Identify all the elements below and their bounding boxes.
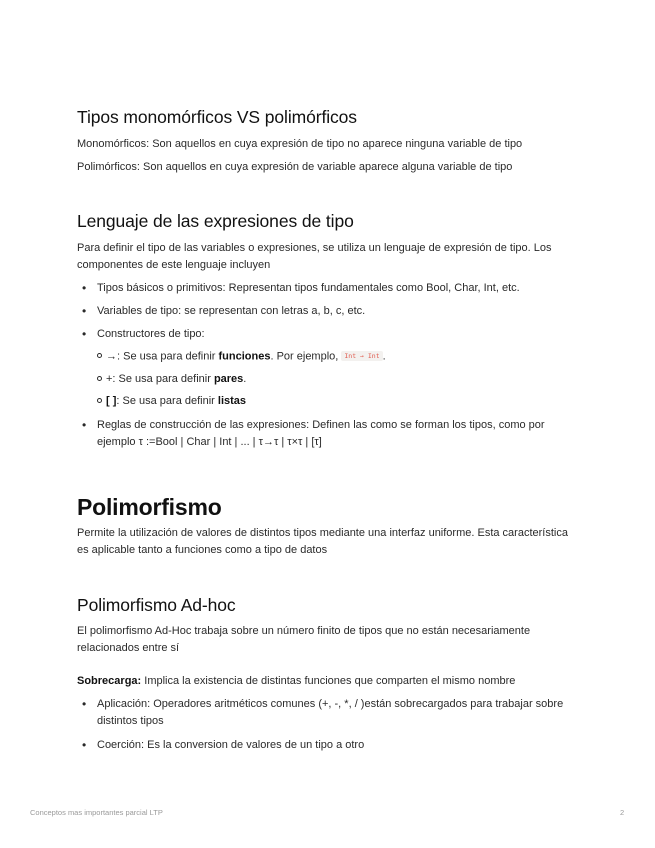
- footer-document-title: Conceptos mas importantes parcial LTP: [30, 808, 163, 817]
- section-title-adhoc: Polimorfismo Ad-hoc: [77, 595, 236, 615]
- paragraph-adhoc: El polimorfismo Ad-Hoc trabaja sobre un número finito de tipos que no están necesariamente relacionados entre sí: [77, 625, 531, 654]
- circle-bullet-icon: [97, 398, 102, 403]
- sub-item-listas: [ ]: Se usa para definir listas: [97, 393, 246, 410]
- section-title-tipos: Tipos monomórficos VS polimórficos: [77, 107, 357, 127]
- paragraph-lenguaje-intro: Para definir el tipo de las variables o expresiones, se utiliza un lenguaje de expresión de tipo. Los componentes de este lenguaje incluyen: [77, 242, 552, 271]
- circle-bullet-icon: [97, 353, 102, 358]
- section-title-lenguaje: Lenguaje de las expresiones de tipo: [77, 211, 354, 231]
- footer-page-number: 2: [620, 808, 625, 817]
- paragraph-sobrecarga: Sobrecarga: Implica la existencia de distintas funciones que comparten el mismo nombre: [77, 675, 516, 687]
- list-item-variables-tipo: • Variables de tipo: se representan con letras a, b, c, etc.: [97, 303, 577, 320]
- inline-code: Int → Int: [341, 351, 382, 361]
- list-item-tipos-basicos: • Tipos básicos o primitivos: Representan tipos fundamentales como Bool, Char, Int, etc.: [97, 280, 577, 297]
- list-item-coercion: • Coerción: Es la conversion de valores de un tipo a otro: [97, 737, 577, 754]
- sub-item-pares: +: Se usa para definir pares.: [97, 371, 246, 388]
- circle-bullet-icon: [97, 376, 102, 381]
- list-item-constructores: • Constructores de tipo:: [97, 326, 577, 343]
- paragraph-polimorficos: Polimórficos: Son aquellos en cuya expresión de variable aparece alguna variable de tipo: [77, 161, 513, 173]
- section-title-polimorfismo: Polimorfismo: [77, 494, 222, 520]
- list-item-reglas: • Reglas de construcción de las expresiones: Definen las como se forman los tipos, como por ejemplo τ :=Bool | Char | Int | ... | τ→τ | τ×τ | [τ]: [97, 417, 577, 451]
- list-item-aplicacion: • Aplicación: Operadores aritméticos comunes (+, -, *, / )están sobrecargados para trabajar sobre distintos tipos: [97, 696, 577, 730]
- paragraph-polimorfismo: Permite la utilización de valores de distintos tipos mediante una interfaz uniforme. Esta característica es aplicable tanto a funciones como a tipo de datos: [77, 527, 568, 556]
- sub-item-funciones: →: Se usa para definir funciones. Por ejemplo, Int → Int .: [97, 348, 386, 365]
- paragraph-monomorficos: Monomórficos: Son aquellos en cuya expresión de tipo no aparece ninguna variable de tipo: [77, 138, 523, 150]
